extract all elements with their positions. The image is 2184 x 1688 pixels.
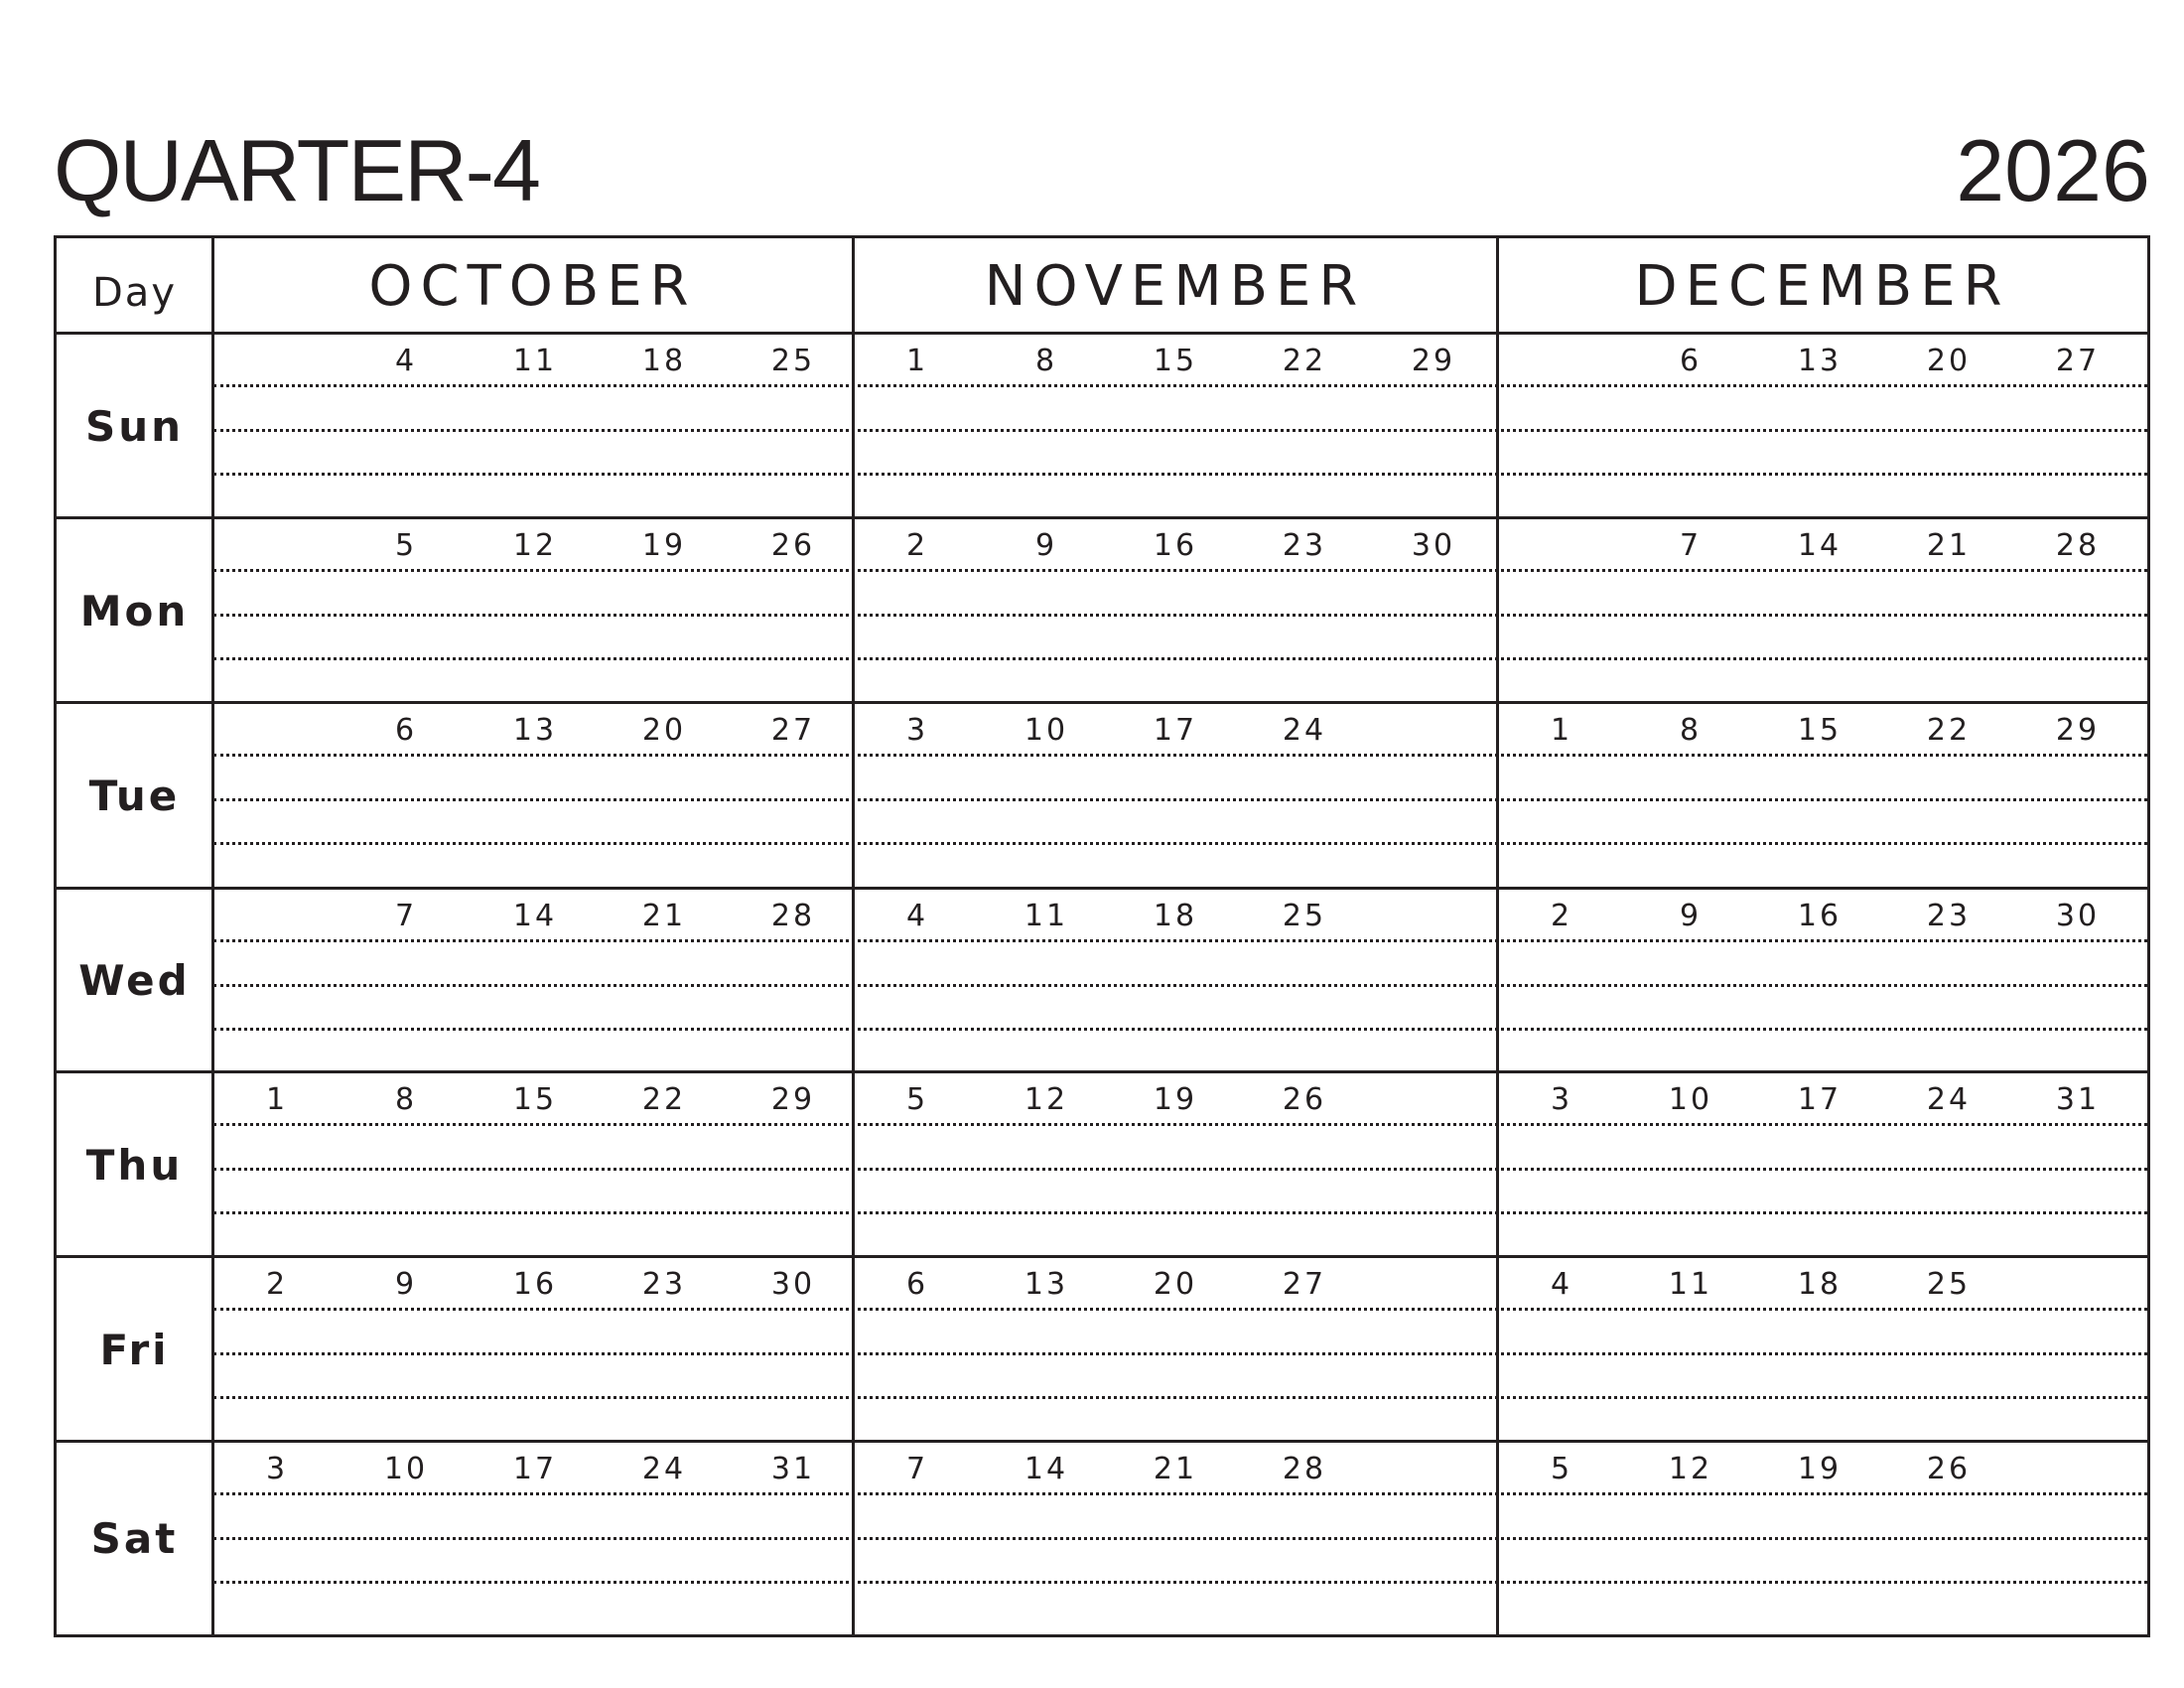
date-cell[interactable]: 7 xyxy=(394,899,418,933)
date-cell[interactable]: 23 xyxy=(1282,528,1327,563)
writing-line xyxy=(213,1308,2147,1311)
date-cell[interactable]: 27 xyxy=(1282,1267,1327,1302)
month-header-november: NOVEMBER xyxy=(984,253,1366,319)
date-cell[interactable]: 9 xyxy=(394,1267,418,1302)
weekday-label-sun: Sun xyxy=(84,401,185,451)
date-cell[interactable]: 18 xyxy=(641,344,687,378)
date-cell[interactable]: 20 xyxy=(641,713,687,748)
date-cell[interactable]: 29 xyxy=(770,1082,816,1117)
date-cell[interactable]: 14 xyxy=(1024,1452,1069,1486)
date-cell[interactable]: 7 xyxy=(905,1452,929,1486)
date-cell[interactable]: 13 xyxy=(512,713,558,748)
row-divider xyxy=(57,701,2147,704)
date-cell[interactable]: 2 xyxy=(265,1267,289,1302)
date-cell[interactable]: 19 xyxy=(1153,1082,1198,1117)
date-cell[interactable]: 9 xyxy=(1679,899,1703,933)
date-cell[interactable]: 9 xyxy=(1034,528,1058,563)
date-cell[interactable]: 21 xyxy=(1926,528,1972,563)
writing-line xyxy=(213,1211,2147,1214)
writing-line xyxy=(213,1123,2147,1126)
date-cell[interactable]: 30 xyxy=(1411,528,1456,563)
date-cell[interactable]: 28 xyxy=(2055,528,2101,563)
date-cell[interactable]: 10 xyxy=(1668,1082,1713,1117)
date-cell[interactable]: 19 xyxy=(641,528,687,563)
row-divider xyxy=(57,1440,2147,1443)
writing-line xyxy=(213,939,2147,942)
date-cell[interactable]: 17 xyxy=(1153,713,1198,748)
date-cell[interactable]: 31 xyxy=(770,1452,816,1486)
date-cell[interactable]: 24 xyxy=(1282,713,1327,748)
writing-line xyxy=(213,614,2147,617)
date-cell[interactable]: 10 xyxy=(383,1452,429,1486)
date-cell[interactable]: 14 xyxy=(512,899,558,933)
writing-line xyxy=(213,1028,2147,1031)
writing-line xyxy=(213,754,2147,757)
date-cell[interactable]: 4 xyxy=(1550,1267,1573,1302)
date-cell[interactable]: 10 xyxy=(1024,713,1069,748)
date-cell[interactable]: 12 xyxy=(1668,1452,1713,1486)
date-cell[interactable]: 30 xyxy=(770,1267,816,1302)
date-cell[interactable]: 26 xyxy=(770,528,816,563)
date-cell[interactable]: 8 xyxy=(394,1082,418,1117)
date-cell[interactable]: 12 xyxy=(1024,1082,1069,1117)
month-header-december: DECEMBER xyxy=(1634,253,2010,319)
writing-line xyxy=(213,569,2147,572)
date-cell[interactable]: 18 xyxy=(1797,1267,1843,1302)
row-divider xyxy=(57,332,2147,335)
date-cell[interactable]: 11 xyxy=(1024,899,1069,933)
date-cell[interactable]: 28 xyxy=(770,899,816,933)
date-cell[interactable]: 29 xyxy=(1411,344,1456,378)
date-cell[interactable]: 3 xyxy=(265,1452,289,1486)
date-cell[interactable]: 22 xyxy=(1926,713,1972,748)
date-cell[interactable]: 8 xyxy=(1679,713,1703,748)
date-cell[interactable]: 1 xyxy=(1550,713,1573,748)
month-header-october: OCTOBER xyxy=(368,253,697,319)
date-cell[interactable]: 16 xyxy=(1153,528,1198,563)
column-divider xyxy=(1496,238,1499,1634)
date-cell[interactable]: 18 xyxy=(1153,899,1198,933)
date-cell[interactable]: 5 xyxy=(1550,1452,1573,1486)
page-title: QUARTER-4 xyxy=(54,121,539,219)
date-cell[interactable]: 13 xyxy=(1024,1267,1069,1302)
writing-line xyxy=(213,1352,2147,1355)
row-divider xyxy=(57,516,2147,519)
row-divider xyxy=(57,1070,2147,1073)
weekday-label-wed: Wed xyxy=(78,956,191,1005)
date-cell[interactable]: 5 xyxy=(394,528,418,563)
date-cell[interactable]: 24 xyxy=(1926,1082,1972,1117)
date-cell[interactable]: 22 xyxy=(641,1082,687,1117)
date-cell[interactable]: 4 xyxy=(905,899,929,933)
date-cell[interactable]: 6 xyxy=(394,713,418,748)
date-cell[interactable]: 14 xyxy=(1797,528,1843,563)
row-divider xyxy=(57,1255,2147,1258)
day-column-header: Day xyxy=(92,270,177,316)
writing-line xyxy=(213,842,2147,845)
writing-line xyxy=(213,1581,2147,1584)
date-cell[interactable]: 24 xyxy=(641,1452,687,1486)
date-cell[interactable]: 31 xyxy=(2055,1082,2101,1117)
weekday-label-sat: Sat xyxy=(90,1513,179,1563)
date-cell[interactable]: 25 xyxy=(1926,1267,1972,1302)
writing-line xyxy=(213,984,2147,987)
weekday-label-mon: Mon xyxy=(79,586,190,635)
writing-line xyxy=(213,473,2147,476)
date-cell[interactable]: 23 xyxy=(641,1267,687,1302)
year-label: 2026 xyxy=(1956,121,2150,219)
column-divider xyxy=(852,238,855,1634)
writing-line xyxy=(213,1537,2147,1540)
writing-line xyxy=(213,1168,2147,1171)
date-cell[interactable]: 11 xyxy=(1668,1267,1713,1302)
date-cell[interactable]: 25 xyxy=(770,344,816,378)
date-cell[interactable]: 21 xyxy=(641,899,687,933)
date-cell[interactable]: 3 xyxy=(905,713,929,748)
date-cell[interactable]: 15 xyxy=(1797,713,1843,748)
date-cell[interactable]: 21 xyxy=(1153,1452,1198,1486)
date-cell[interactable]: 15 xyxy=(1153,344,1198,378)
date-cell[interactable]: 17 xyxy=(1797,1082,1843,1117)
date-cell[interactable]: 20 xyxy=(1926,344,1972,378)
date-cell[interactable]: 2 xyxy=(905,528,929,563)
writing-line xyxy=(213,1492,2147,1495)
date-cell[interactable]: 7 xyxy=(1679,528,1703,563)
writing-line xyxy=(213,1396,2147,1399)
date-cell[interactable]: 25 xyxy=(1282,899,1327,933)
date-cell[interactable]: 12 xyxy=(512,528,558,563)
date-cell[interactable]: 1 xyxy=(905,344,929,378)
weekday-label-fri: Fri xyxy=(99,1325,170,1374)
writing-line xyxy=(213,798,2147,801)
date-cell[interactable]: 1 xyxy=(265,1082,289,1117)
date-cell[interactable]: 16 xyxy=(1797,899,1843,933)
weekday-label-thu: Thu xyxy=(85,1140,184,1190)
date-cell[interactable]: 13 xyxy=(1797,344,1843,378)
date-cell[interactable]: 3 xyxy=(1550,1082,1573,1117)
date-cell[interactable]: 11 xyxy=(512,344,558,378)
date-cell[interactable]: 6 xyxy=(1679,344,1703,378)
quarter-calendar-table xyxy=(54,235,2150,1637)
writing-line xyxy=(213,384,2147,387)
date-cell[interactable]: 6 xyxy=(905,1267,929,1302)
date-cell[interactable]: 29 xyxy=(2055,713,2101,748)
date-cell[interactable]: 22 xyxy=(1282,344,1327,378)
date-cell[interactable]: 30 xyxy=(2055,899,2101,933)
date-cell[interactable]: 16 xyxy=(512,1267,558,1302)
writing-line xyxy=(213,657,2147,660)
date-cell[interactable]: 2 xyxy=(1550,899,1573,933)
date-cell[interactable]: 27 xyxy=(2055,344,2101,378)
date-cell[interactable]: 17 xyxy=(512,1452,558,1486)
weekday-label-tue: Tue xyxy=(88,772,181,820)
date-cell[interactable]: 28 xyxy=(1282,1452,1327,1486)
row-divider xyxy=(57,887,2147,890)
date-cell[interactable]: 8 xyxy=(1034,344,1058,378)
date-cell[interactable]: 19 xyxy=(1797,1452,1843,1486)
date-cell[interactable]: 4 xyxy=(394,344,418,378)
date-cell[interactable]: 5 xyxy=(905,1082,929,1117)
date-cell[interactable]: 26 xyxy=(1926,1452,1972,1486)
date-cell[interactable]: 23 xyxy=(1926,899,1972,933)
date-cell[interactable]: 26 xyxy=(1282,1082,1327,1117)
date-cell[interactable]: 15 xyxy=(512,1082,558,1117)
date-cell[interactable]: 27 xyxy=(770,713,816,748)
date-cell[interactable]: 20 xyxy=(1153,1267,1198,1302)
writing-line xyxy=(213,429,2147,432)
